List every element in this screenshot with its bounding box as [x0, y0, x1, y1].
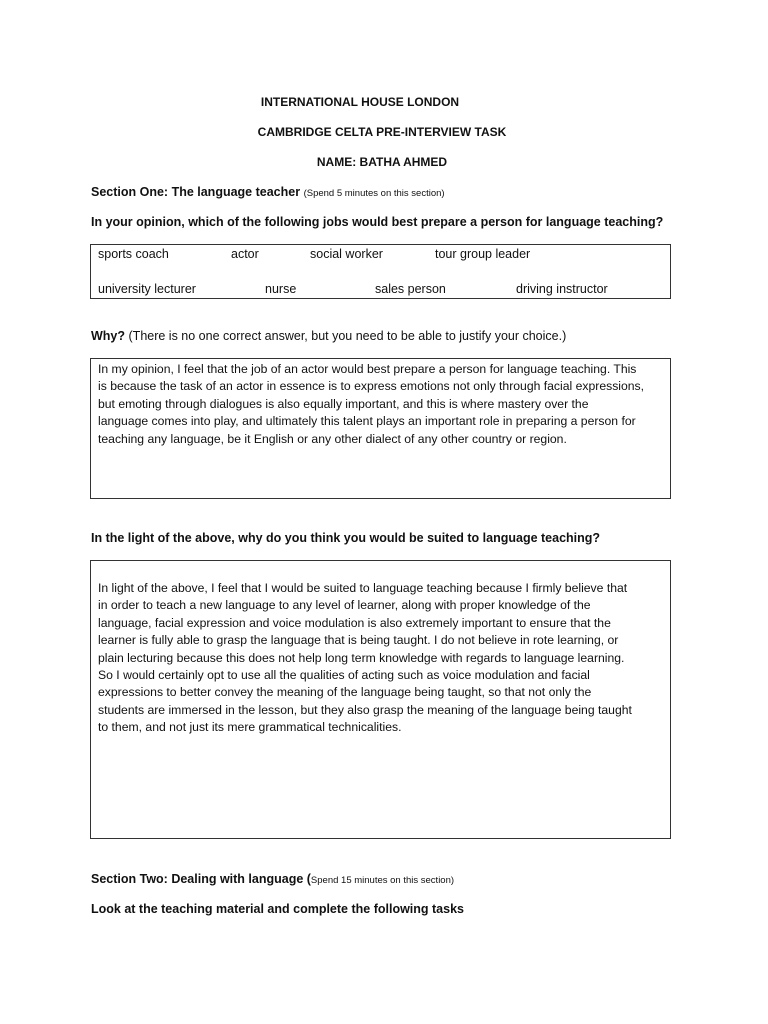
answer-line: to them, and not just its mere grammatical technicalities. [98, 720, 402, 735]
answer-line: learner is fully able to grasp the language that is being taught. I do not believe in rote learning, or [98, 633, 619, 648]
answer-line: teaching any language, be it English or any other dialect of any other country or region. [98, 431, 567, 446]
section-one-title [91, 185, 445, 199]
jobs-question: In your opinion, which of the following jobs would best prepare a person for language teaching? [91, 215, 664, 229]
job-option: social worker [310, 247, 383, 261]
answer-line: is because the task of an actor in essence is to express emotions not only through facial expressions, [98, 379, 645, 394]
answer-line: expressions to better convey the meaning of the language being taught, so that not only the [98, 685, 592, 700]
section-one-time-note: (Spend 5 minutes on this section) [303, 188, 445, 199]
suitability-question: In the light of the above, why do you think you would be suited to language teaching? [91, 531, 601, 545]
why-note: (There is no one correct answer, but you need to be able to justify your choice.) [128, 329, 567, 343]
answer-line: students are immersed in the lesson, but they also grasp the meaning of the language being taught [98, 702, 632, 717]
institution-heading: INTERNATIONAL HOUSE LONDON [260, 95, 460, 109]
answer-line: language, facial expression and voice modulation is also extremely important to ensure that the [98, 615, 611, 630]
job-option: tour group leader [435, 247, 531, 261]
job-option: driving instructor [516, 282, 608, 296]
answer-line: So I would certainly opt to use all the qualities of acting such as voice modulation and facial [98, 668, 590, 683]
answer-box-1 [90, 358, 671, 499]
section-two-time-note: Spend 15 minutes on this section) [310, 875, 455, 886]
why-prompt [91, 329, 566, 343]
job-option: actor [231, 247, 259, 261]
answer-text-2 [98, 580, 670, 737]
section-two-title [91, 872, 454, 886]
task-title: CAMBRIDGE CELTA PRE-INTERVIEW TASK [257, 125, 507, 139]
answer-text-1 [98, 361, 670, 448]
name-line: NAME: BATHA AHMED [316, 155, 448, 169]
job-option: university lecturer [98, 282, 196, 296]
section-two-instruction: Look at the teaching material and complete the following tasks [91, 902, 464, 916]
answer-line: language comes into play, and ultimately this talent plays an important role in preparing a person for [98, 414, 636, 429]
answer-box-2 [90, 560, 671, 839]
answer-line: plain lecturing because this does not help long term knowledge with regards to language learning. [98, 650, 625, 665]
job-option: nurse [265, 282, 297, 296]
job-option: sales person [375, 282, 446, 296]
why-label: Why? [91, 329, 126, 343]
section-two-title-text: Section Two: Dealing with language ( [91, 872, 311, 886]
answer-line: In my opinion, I feel that the job of an actor would best prepare a person for language teaching. This [98, 362, 637, 376]
section-one-title-text: Section One: The language teacher [91, 185, 301, 199]
jobs-box [90, 244, 671, 299]
job-option: sports coach [98, 247, 169, 261]
answer-line: in order to teach a new language to any level of learner, along with proper knowledge of the [98, 598, 591, 613]
answer-line: but emoting through dialogues is also equally important, and this is where mastery over the [98, 396, 589, 411]
answer-line: In light of the above, I feel that I would be suited to language teaching because I firmly believe that [98, 581, 628, 595]
